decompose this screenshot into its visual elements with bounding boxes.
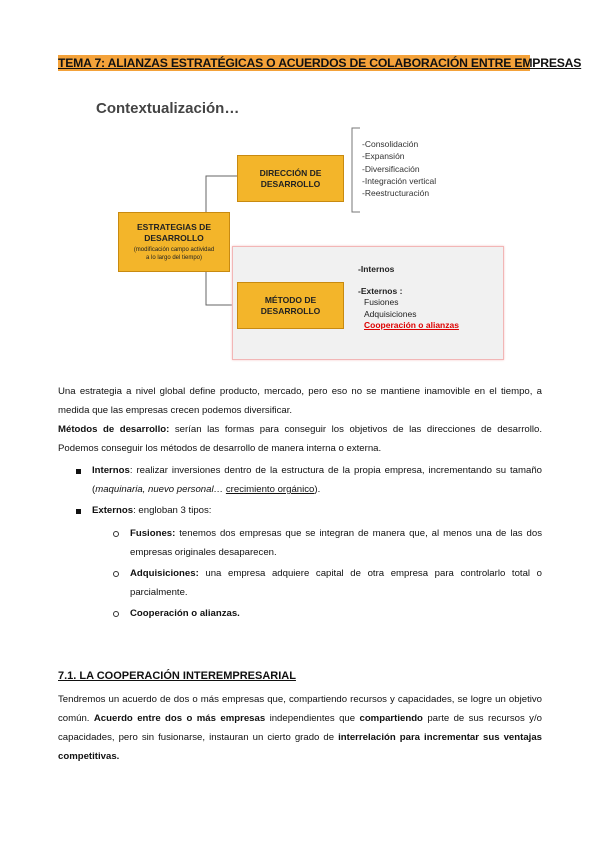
internos-text: : realizar inversiones dentro de la estructura de la propia empresa, incrementando su tamaño ( bbox=[92, 465, 542, 495]
coop-text-b: Acuerdo entre dos o más empresas bbox=[93, 713, 266, 724]
root-line1: ESTRATEGIAS DE bbox=[137, 222, 211, 232]
root-sub2: a lo largo del tiempo) bbox=[145, 255, 203, 261]
document-title: TEMA 7: ALIANZAS ESTRATÉGICAS O ACUERDOS DE COLABORACIÓN ENTRE EMPRESAS bbox=[58, 56, 582, 70]
direction-item: -Integración vertical bbox=[362, 175, 437, 186]
square-bullet-icon bbox=[76, 509, 81, 514]
root-line2: DESARROLLO bbox=[144, 233, 204, 243]
paragraph-intro: Una estrategia a nivel global define producto, mercado, pero eso no se mantiene inamovible en el tiempo, a medida que las empresas crecen podemos diversificar. bbox=[58, 386, 542, 416]
method-externos: -Externos : bbox=[358, 285, 403, 296]
bullet-adquisiciones bbox=[130, 564, 542, 602]
fusiones-text: tenemos dos empresas que se integran de manera que, al menos una de las dos empresas originales desaparecen. bbox=[130, 528, 542, 558]
direction-item: -Reestructuración bbox=[362, 188, 430, 199]
root-strategy-box bbox=[118, 212, 230, 272]
method-line2: DESARROLLO bbox=[260, 305, 321, 316]
coop-text-d: compartiendo bbox=[359, 713, 423, 724]
cooperacion-label: Cooperación o alianzas. bbox=[130, 608, 240, 619]
internos-end: ). bbox=[314, 484, 321, 495]
diagram-heading: Contextualización… bbox=[96, 100, 240, 117]
bullet-fusiones bbox=[130, 524, 542, 562]
circle-bullet-icon bbox=[113, 531, 119, 537]
bullet-internos bbox=[92, 461, 542, 499]
method-list bbox=[358, 264, 459, 332]
method-fusiones: Fusiones bbox=[364, 297, 399, 307]
fusiones-label: Fusiones: bbox=[130, 528, 176, 539]
externos-text: : engloban 3 tipos: bbox=[133, 505, 212, 516]
method-box bbox=[237, 282, 344, 329]
adquisiciones-label: Adquisiciones: bbox=[130, 568, 199, 579]
square-bullet-icon bbox=[76, 469, 81, 474]
internos-underline: crecimiento orgánico bbox=[225, 484, 315, 495]
methods-text: serían las formas para conseguir los objetivos de las direcciones de desarrollo. Podemos conseguir los métodos de desarrollo de manera interna o externa. bbox=[58, 424, 542, 454]
paragraph-cooperation bbox=[58, 690, 542, 766]
method-adquisiciones: Adquisiciones bbox=[364, 308, 417, 319]
coop-text-f: interrelación para incrementar sus ventajas competitivas. bbox=[58, 732, 542, 762]
bullet-externos bbox=[92, 501, 542, 520]
direction-line2: DESARROLLO bbox=[260, 178, 321, 189]
adquisiciones-text: una empresa adquiere capital de otra empresa para controlarlo total o parcialmente. bbox=[130, 568, 542, 598]
direction-list bbox=[362, 138, 436, 199]
methods-label: Métodos de desarrollo: bbox=[58, 424, 170, 435]
externos-label: Externos bbox=[92, 505, 134, 516]
direction-item: -Diversificación bbox=[362, 163, 420, 174]
root-sub1: (modificación campo actividad bbox=[133, 247, 215, 253]
direction-line1: DIRECCIÓN DE bbox=[259, 167, 322, 178]
circle-bullet-icon bbox=[113, 611, 119, 617]
method-line1: MÉTODO DE bbox=[264, 294, 317, 305]
internos-italic: maquinaria, nuevo personal… bbox=[95, 484, 226, 495]
coop-text-c: independientes que bbox=[265, 713, 360, 724]
paragraph-methods bbox=[58, 420, 542, 458]
direction-box bbox=[237, 155, 344, 202]
direction-item: -Expansión bbox=[362, 151, 405, 162]
method-internos: -Internos bbox=[358, 264, 395, 274]
coop-text-e: parte de sus recursos y/o capacidades, pero sin fusionarse, instauran un cierto grado de bbox=[58, 713, 542, 743]
bullet-cooperacion bbox=[130, 604, 542, 623]
coop-text-a: Tendremos un acuerdo de dos o más empresas que, compartiendo recursos y capacidades, se logre un objetivo común. bbox=[58, 694, 542, 724]
direction-item: -Consolidación bbox=[362, 139, 419, 149]
internos-label: Internos bbox=[92, 465, 130, 476]
section-heading: 7.1. LA COOPERACIÓN INTEREMPRESARIAL bbox=[58, 670, 296, 682]
circle-bullet-icon bbox=[113, 571, 119, 577]
method-cooperacion: Cooperación o alianzas bbox=[364, 320, 459, 330]
